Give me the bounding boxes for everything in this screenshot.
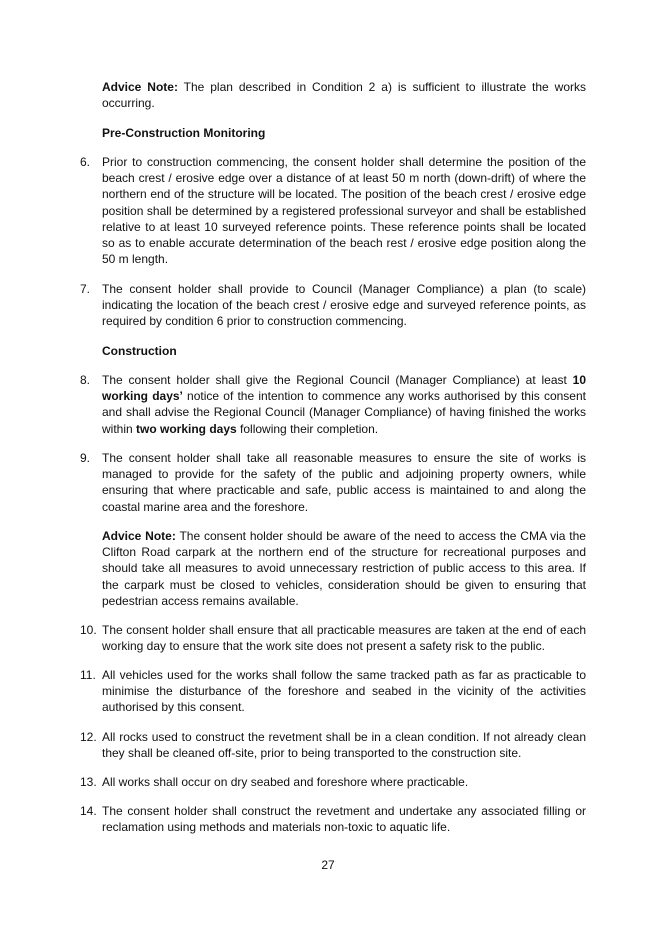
advice-note-label: Advice Note: (102, 529, 176, 543)
condition-text-part: following their completion. (236, 421, 379, 436)
condition-number: 10. (80, 623, 97, 637)
condition-number: 12. (80, 730, 97, 744)
condition-text-part: notice of the intention to commence any works authorised by this consent and shall advise the Regional Council (Manager Compliance) of having finished the works within (102, 389, 586, 436)
advice-note-text: The plan described in Condition 2 a) is sufficient to illustrate the works occurring. (102, 80, 586, 111)
advice-note-label: Advice Note: (102, 80, 178, 94)
advice-note-text: The consent holder should be aware of the need to access the CMA via the Clifton Road carpark at the northern end of the structure for recreational purposes and should take all measures to avoid unnecessary restriction of public access to this area. If the carpark must be closed to vehicles, consideration should be given to ensuring that pedestrian access remains available. (102, 529, 586, 608)
condition-10 (80, 622, 586, 654)
condition-7 (80, 281, 586, 330)
condition-number: 14. (80, 804, 97, 818)
heading-construction: Construction (102, 344, 177, 358)
advice-note-condition-2 (102, 79, 586, 111)
condition-text: Prior to construction commencing, the consent holder shall determine the position of the beach crest / erosive edge over a distance of at least 50 m north (down-drift) of where the northern end of the structure will be located. The position of the beach crest / erosive edge position shall be determined by a registered professional surveyor and shall be established relative to at least 10 surveyed reference points. These reference points shall be located so as to enable accurate determination of the beach rest / erosive edge position along the 50 m length. (102, 155, 586, 267)
condition-11 (80, 667, 586, 716)
condition-number: 11. (80, 668, 96, 682)
condition-number: 7. (80, 282, 91, 296)
heading-pre-construction-monitoring: Pre-Construction Monitoring (102, 126, 266, 140)
advice-note-cma-access (102, 528, 586, 609)
condition-12 (80, 729, 586, 761)
condition-text-part: The consent holder shall give the Regional Council (Manager Compliance) at least (102, 373, 573, 387)
condition-8 (80, 372, 586, 437)
condition-number: 8. (80, 373, 91, 387)
page-number: 27 (321, 858, 335, 872)
completion-period-bold: two working days (136, 421, 237, 436)
condition-text: All vehicles used for the works shall follow the same tracked path as far as practicable to minimise the disturbance of the foreshore and seabed in the vicinity of the activities authorised by this consent. (102, 668, 586, 715)
condition-text: The consent holder shall take all reasonable measures to ensure the site of works is managed to provide for the safety of the public and adjoining property owners, while ensuring that where practicable and safe, public access is maintained to and along the coastal marine area and the foreshore. (102, 451, 586, 514)
condition-14 (80, 803, 586, 835)
condition-text: The consent holder shall provide to Council (Manager Compliance) a plan (to scale) indicating the location of the beach crest / erosive edge and surveyed reference points, as required by condition 6 prior to construction commencing. (102, 282, 586, 329)
condition-number: 6. (80, 155, 91, 169)
condition-number: 13. (80, 775, 97, 789)
condition-text: All rocks used to construct the revetment shall be in a clean condition. If not already clean they shall be cleaned off-site, prior to being transported to the construction site. (102, 730, 586, 761)
condition-text: The consent holder shall construct the revetment and undertake any associated filling or reclamation using methods and materials non-toxic to aquatic life. (102, 804, 586, 835)
condition-text: All works shall occur on dry seabed and foreshore where practicable. (102, 775, 469, 789)
condition-6 (80, 154, 586, 267)
condition-9 (80, 450, 586, 515)
condition-text (102, 372, 586, 437)
notice-period-bold: 10 working days’ (102, 373, 586, 404)
condition-number: 9. (80, 451, 91, 465)
condition-text: The consent holder shall ensure that all practicable measures are taken at the end of each working day to ensure that the work site does not present a safety risk to the public. (102, 623, 586, 654)
condition-13 (80, 774, 586, 790)
